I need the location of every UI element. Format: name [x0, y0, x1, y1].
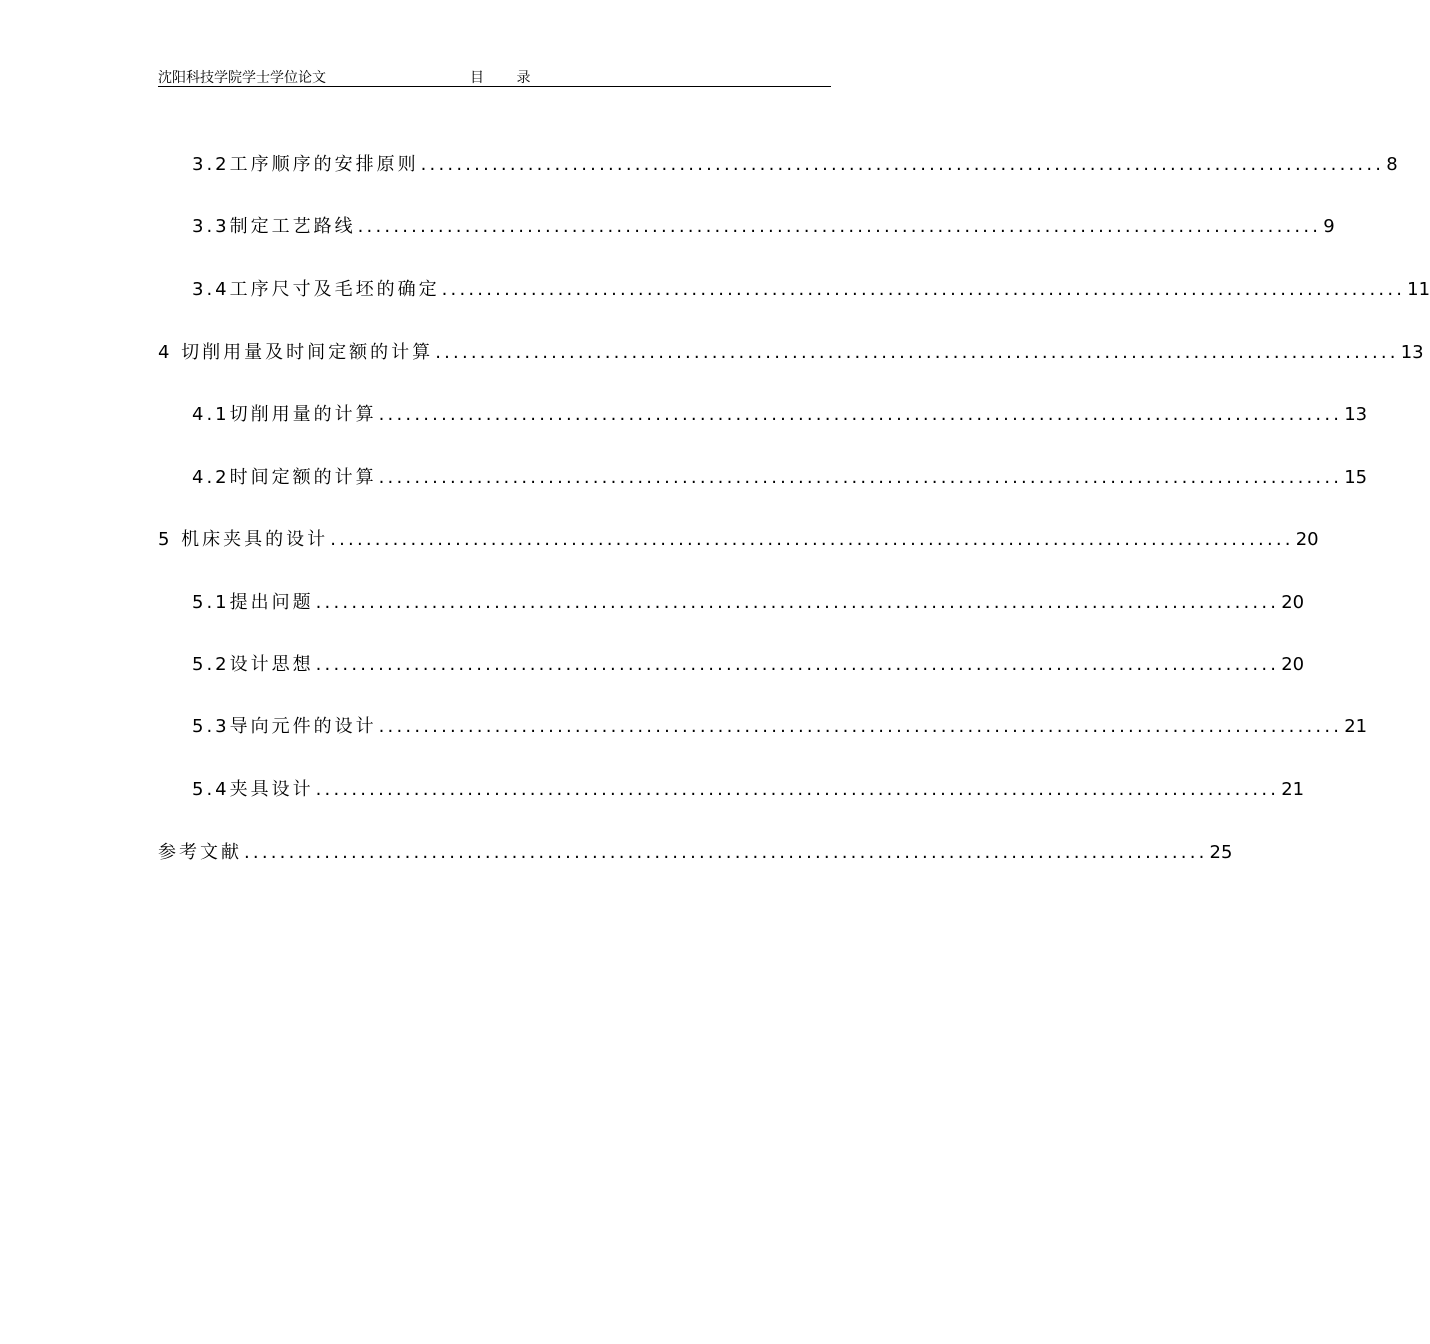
toc-entry-title: 参考文献	[158, 842, 242, 863]
toc-entry-page: 25	[1209, 842, 1233, 863]
toc-entry[interactable]	[192, 212, 1335, 238]
toc-entry-title: 3.3制定工艺路线	[192, 216, 356, 237]
page-header	[158, 64, 831, 87]
toc-entry-page: 13	[1400, 342, 1424, 363]
toc-leader-dots: ............................................................................................................	[420, 154, 1385, 175]
toc-entry[interactable]	[192, 150, 1398, 176]
toc-entry-page: 15	[1344, 467, 1368, 488]
toc-leader-dots: ............................................................................................................	[330, 529, 1294, 550]
toc-entry-page: 8	[1386, 154, 1398, 175]
toc-leader-dots: ............................................................................................................	[315, 779, 1280, 800]
toc-entry[interactable]	[192, 775, 1305, 801]
toc-entry-page: 20	[1281, 592, 1305, 613]
toc-leader-dots: ............................................................................................................	[435, 342, 1399, 363]
toc-leader-dots: ............................................................................................................	[244, 842, 1208, 863]
toc-entry-title: 4.2时间定额的计算	[192, 467, 377, 488]
toc-leader-dots: ............................................................................................................	[357, 216, 1322, 237]
toc-leader-dots: ............................................................................................................	[378, 716, 1343, 737]
toc-entry[interactable]	[158, 525, 1319, 551]
header-section-title: 目 录	[470, 70, 545, 86]
toc-leader-dots: ............................................................................................................	[441, 279, 1406, 300]
toc-entry[interactable]	[192, 588, 1305, 614]
toc-leader-dots: ............................................................................................................	[378, 404, 1343, 425]
toc-entry[interactable]	[158, 338, 1424, 364]
toc-entry-page: 21	[1281, 779, 1305, 800]
toc-entry[interactable]	[192, 400, 1368, 426]
toc-entry-title: 5.2设计思想	[192, 654, 314, 675]
toc-entry-page: 13	[1344, 404, 1368, 425]
toc-entry-title: 3.4工序尺寸及毛坯的确定	[192, 279, 440, 300]
toc-leader-dots: ............................................................................................................	[378, 467, 1343, 488]
toc-entry[interactable]	[158, 838, 1233, 864]
toc-leader-dots: ............................................................................................................	[315, 654, 1280, 675]
toc-entry-page: 11	[1407, 279, 1430, 300]
toc-entry[interactable]	[192, 712, 1368, 738]
header-school-name: 沈阳科技学院学士学位论文	[158, 70, 326, 86]
toc-entry-page: 21	[1344, 716, 1368, 737]
toc-entry-title: 5.3导向元件的设计	[192, 716, 377, 737]
toc-entry-title: 5.4夹具设计	[192, 779, 314, 800]
toc-entry-page: 20	[1295, 529, 1319, 550]
toc-entry[interactable]	[192, 650, 1305, 676]
toc-entry-title: 5.1提出问题	[192, 592, 314, 613]
toc-entry[interactable]	[192, 275, 1430, 301]
toc-leader-dots: ............................................................................................................	[315, 592, 1280, 613]
toc-entry-page: 9	[1323, 216, 1335, 237]
toc-entry-page: 20	[1281, 654, 1305, 675]
toc-entry-title: 3.2工序顺序的安排原则	[192, 154, 419, 175]
toc-entry-title: 4 切削用量及时间定额的计算	[158, 342, 434, 363]
toc-entry-title: 4.1切削用量的计算	[192, 404, 377, 425]
toc-entry-title: 5 机床夹具的设计	[158, 529, 329, 550]
toc-entry[interactable]	[192, 463, 1368, 489]
